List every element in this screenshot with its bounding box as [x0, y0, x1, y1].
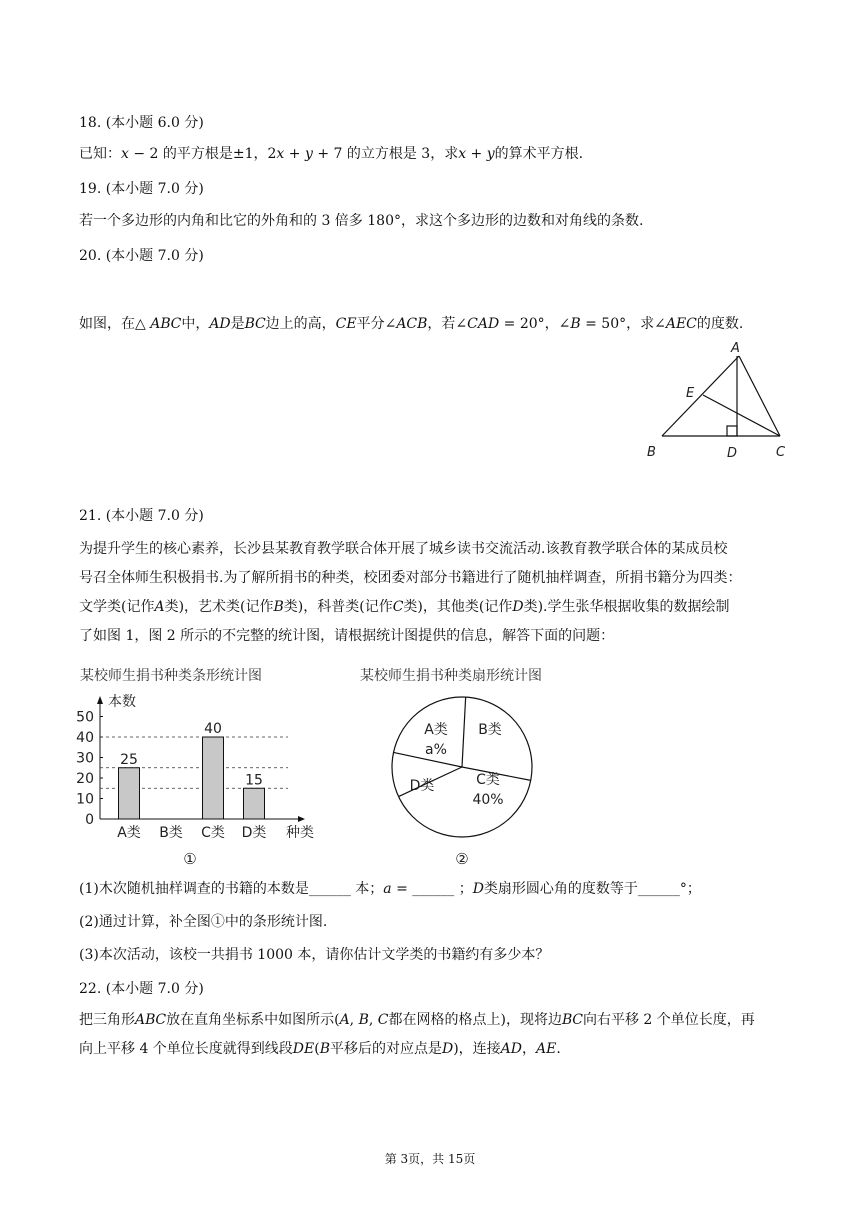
q20-header: 20. (本小题 7.0 分): [79, 248, 204, 264]
q21-line-3: 文学类(记作𝐴类)，艺术类(记作𝐵类)，科普类(记作𝐶类)，其他类(记作𝐷类).学生张华根据收集的数据绘制: [79, 599, 730, 615]
label-C: C: [776, 445, 786, 460]
x-tick-label: C类: [201, 825, 225, 841]
x-axis-arrow: [298, 816, 305, 822]
y-tick-label: 10: [76, 791, 94, 808]
q20-text: 如图，在△ 𝐴𝐵𝐶中，𝐴𝐷是𝐵𝐶边上的高，𝐶𝐸平分∠𝐴𝐶𝐵，若∠𝐶𝐴𝐷 = 20°，∠𝐵 = 50°，求∠𝐴𝐸𝐶的度数.: [79, 316, 744, 332]
q18-text: 已知：𝑥 − 2 的平方根是±1，2𝑥 + 𝑦 + 7 的立方根是 3，求𝑥 + 𝑦的算术平方根.: [79, 146, 584, 162]
bar-chart-caption: ①: [183, 850, 197, 868]
y-tick-label: 40: [76, 730, 94, 746]
q21-sub2: (2)通过计算，补全图①中的条形统计图.: [79, 914, 328, 930]
q21-sub1: (1)木次随机抽样调查的书籍的本数是______ 本；𝑎 = ______ ；𝐷类扇形圆心角的度数等于______°；: [79, 881, 701, 897]
slice-percent-label: 40%: [472, 792, 504, 808]
q19-text: 若一个多边形的内角和比它的外角和的 3 倍多 180°，求这个多边形的边数和对角线的条数.: [79, 213, 644, 229]
q21-sub3: (3)本次活动，该校一共捐书 1000 本，请你估计文学类的书籍约有多少本？: [79, 947, 550, 963]
slice-label: C类: [476, 772, 500, 788]
q22-line-1: 把三角形𝐴𝐵𝐶放在直角坐标系中如图所示(𝐴, 𝐵, 𝐶都在网格的格点上)，现将边𝐵𝐶向右平移 2 个单位长度，再: [79, 1012, 755, 1028]
pie-chart-title: 某校师生捐书种类扇形统计图: [360, 668, 542, 684]
y-axis-arrow: [97, 696, 103, 704]
slice-label: A类: [424, 722, 448, 738]
pie-chart: [380, 688, 550, 868]
label-E: E: [686, 386, 695, 401]
bar-chart-title: 某校师生捐书种类条形统计图: [80, 668, 262, 684]
label-B: B: [647, 445, 656, 460]
q21-line-4: 了如图 1，图 2 所示的不完整的统计图，请根据统计图提供的信息，解答下面的问题：: [79, 628, 615, 644]
bar: [119, 768, 140, 819]
y-tick-label: 30: [76, 750, 94, 767]
pie-chart-caption: ②: [455, 850, 469, 868]
bar-chart: [70, 688, 350, 868]
q22-line-2: 向上平移 4 个单位长度就得到线段𝐷𝐸(𝐵平移后的对应点是𝐷)，连接𝐴𝐷，𝐴𝐸.: [79, 1041, 561, 1057]
slice-percent-label: a%: [425, 742, 447, 758]
bar-value-label: 25: [120, 751, 138, 768]
bar: [244, 788, 265, 819]
q18-header: 18. (本小题 6.0 分): [79, 115, 204, 131]
x-tick-label: B类: [159, 825, 183, 841]
q21-line-2: 号召全体师生积极捐书.为了解所捐书的种类，校团委对部分书籍进行了随机抽样调查，所捐书籍分为四类：: [79, 570, 742, 586]
slice-label: B类: [478, 722, 502, 738]
y-tick-label: 50: [76, 709, 94, 726]
x-axis-label: 种类: [286, 825, 314, 841]
y-axis-label: 本数: [108, 694, 136, 710]
bar-value-label: 15: [245, 772, 263, 789]
y-tick-label: 20: [76, 771, 94, 787]
y-tick-label: 0: [85, 812, 94, 828]
q21-header: 21. (本小题 7.0 分): [79, 508, 204, 524]
slice-label: D类: [409, 778, 435, 794]
page-footer: 第 3页，共 15页: [384, 1152, 476, 1166]
bar-value-label: 40: [204, 721, 222, 737]
label-A: A: [731, 341, 740, 356]
x-tick-label: A类: [117, 825, 141, 841]
q21-line-1: 为提升学生的核心素养，长沙县某教育教学联合体开展了城乡读书交流活动.该教育教学联合体的某成员校: [79, 541, 728, 557]
q22-paragraph: [79, 1006, 799, 1064]
q22-header: 22. (本小题 7.0 分): [79, 981, 204, 997]
triangle-figure: [640, 335, 800, 465]
q21-paragraph: [79, 535, 799, 651]
q19-header: 19. (本小题 7.0 分): [79, 181, 204, 197]
x-tick-label: D类: [241, 825, 267, 841]
bar: [203, 737, 224, 819]
label-D: D: [727, 446, 738, 461]
